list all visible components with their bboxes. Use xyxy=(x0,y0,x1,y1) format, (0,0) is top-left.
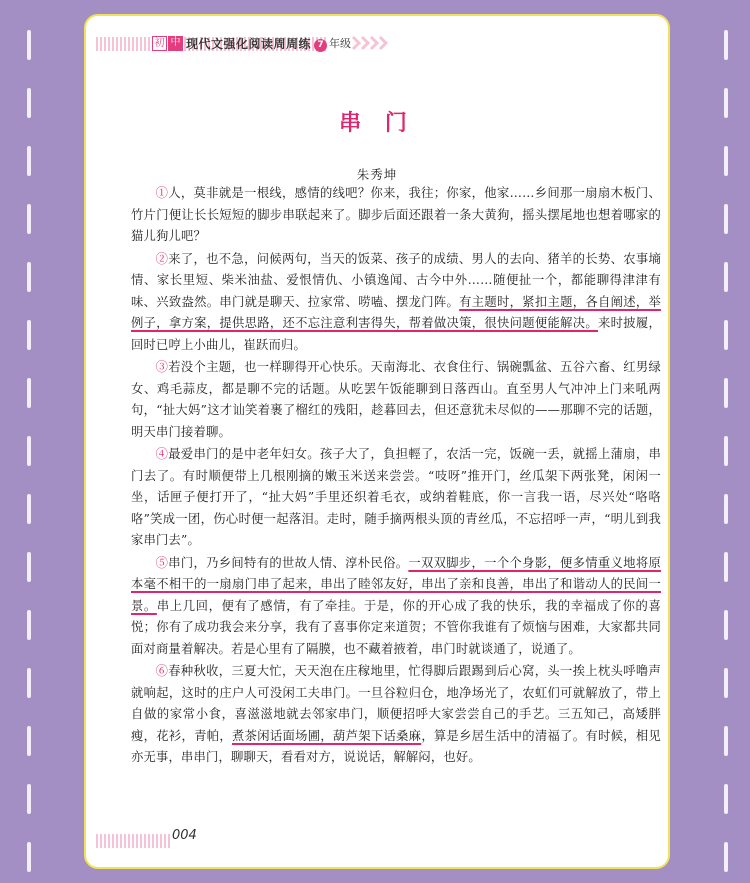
underlined-sentence: 有主题时，紧扣主题，各自阐述，举例子，拿方案，提供思路，还不忘注意利害得失，帮着做决策，很快问题便能解决。 xyxy=(131,294,661,330)
dash-mark xyxy=(724,262,728,292)
dash-mark xyxy=(27,320,31,350)
paragraph-number: ⑥ xyxy=(155,664,169,678)
footer-stripe-decoration xyxy=(96,834,171,848)
dash-mark xyxy=(27,146,31,176)
paragraph-text: 来时披履，回时已哼上小曲儿，崔跃而归。 xyxy=(131,316,661,352)
dash-mark xyxy=(724,30,728,60)
left-dashed-border xyxy=(27,0,32,883)
paragraph xyxy=(131,357,661,443)
level-badge-primary: 初 xyxy=(152,36,167,51)
right-dashed-border xyxy=(724,0,729,883)
paragraph xyxy=(131,661,661,769)
dash-mark xyxy=(27,726,31,756)
page-header xyxy=(96,34,526,54)
paragraph-text: 来了，也不急，问候两句，当天的饭菜、孩子的成绩、男人的去向、猪羊的长势、农事墒情、家长里短、柴米油盐、爱恨情仇、小镇逸闻、古今中外……随便扯一个，都能聊得津津有味、兴致盎然。串门就是聊天、拉家常、唠嗑、摆龙门阵。 xyxy=(131,251,661,309)
page-number: 004 xyxy=(172,828,197,843)
paragraph xyxy=(131,444,661,552)
dash-mark xyxy=(724,610,728,640)
dash-mark xyxy=(724,784,728,814)
dash-mark xyxy=(27,88,31,118)
dash-mark xyxy=(724,842,728,872)
paragraph xyxy=(131,183,661,248)
dash-mark xyxy=(724,552,728,582)
paragraph-text: 串门，乃乡间特有的世故人情、淳朴民俗。 xyxy=(168,555,409,570)
paragraph xyxy=(131,553,661,661)
paragraph xyxy=(131,249,661,357)
paragraph-number: ① xyxy=(155,186,169,200)
paragraph-text: 若没个主题，也一样聊得开心快乐。天南海北、衣食住行、锅碗瓢盆、五谷六畜、红男绿女、鸡毛蒜皮，都是聊不完的话题。从吃罢午饭能聊到日落西山。直至男人气冲冲上门来吼两句，“扯大妈”这才讪笑着裹了榴红的残阳，趁暮回去，但还意犹未尽似的——那聊不完的话题，明天串门接着聊。 xyxy=(131,360,661,439)
dash-mark xyxy=(724,668,728,698)
dash-mark xyxy=(27,552,31,582)
dash-mark xyxy=(724,204,728,234)
grade-number: 7 xyxy=(314,39,327,52)
article-body xyxy=(131,183,661,770)
dash-mark xyxy=(724,378,728,408)
paragraph-number: ⑤ xyxy=(155,555,169,570)
dash-mark xyxy=(27,436,31,466)
paragraph-number: ② xyxy=(155,251,169,266)
grade-label xyxy=(314,35,351,52)
paragraph-text: 人，莫非就是一根线，感情的线吧？你来，我往；你家，他家……乡间那一扇扇木板门、竹片门便让长长短短的脚步串联起来了。脚步后面还跟着一条大黄狗，摇头摆尾地也想着哪家的猫儿狗儿吧？ xyxy=(131,186,662,243)
paragraph-text: 最爱串门的是中老年妇女。孩子大了，負担輕了，农活一完，饭碗一丢，就摇上蒲扇，串门去了。有时顺便带上几根刚摘的嫩玉米送来尝尝。“吱呀”推开门，丝瓜架下两张凳，闲闲一坐，话匣子便打开了，“扯大妈”手里还织着毛衣，或纳着鞋底，你一言我一语，尽兴处“咯咯咯”笑成一团，伤心时便一起落泪。走时，随手摘两根头顶的青丝瓜，不忘招呼一声，“明儿到我家串门去”。 xyxy=(131,447,661,547)
dash-mark xyxy=(724,320,728,350)
underlined-sentence: 煮茶闲话面场圃，葫芦架下话桑麻 xyxy=(231,728,422,743)
dash-mark xyxy=(724,436,728,466)
dash-mark xyxy=(27,784,31,814)
paragraph-text: 春种秋收，三夏大忙，天天泡在庄稼地里，忙得脚后跟踢到后心窝，头一挨上枕头呼噜声就响起，这时的庄户人可没闲工夫串门。一旦谷粒归仓，地净场光了，农虹们可就解放了，带上自做的家常小食，喜滋滋地就去邻家串门，顺便招呼大家尝尝自己的手艺。三五知己，高矮胖瘦，花衫，青帕， xyxy=(131,664,661,743)
paragraph-text: ，算是乡居生活中的清福了。有时候，相见亦无事，串串门，聊聊天，看看对方，说说话，解解闷，也好。 xyxy=(131,728,661,764)
dash-mark xyxy=(27,494,31,524)
article-author: 朱秀坤 xyxy=(356,167,398,182)
dash-mark xyxy=(27,610,31,640)
dash-mark xyxy=(27,842,31,872)
grade-text: 年级 xyxy=(329,37,351,50)
paragraph-text: 串上几回，便有了感情，有了牵挂。于是，你的开心成了我的快乐，我的幸福成了你的喜悦；你有了成功我会来分享，我有了喜事你定来道贺；不管你我谁有了烦恼与困难，大家都共同面对商量着解决。若是心里有了隔膜，也不藏着掖着，串门时就谈通了，说通了。 xyxy=(131,598,661,656)
dash-mark xyxy=(27,204,31,234)
dash-mark xyxy=(27,262,31,292)
book-page xyxy=(84,14,670,869)
level-badge-secondary: 中 xyxy=(168,36,183,51)
chevron-decoration-icon xyxy=(351,34,391,52)
series-title: 现代文强化阅读周周练 xyxy=(186,37,312,51)
dash-mark xyxy=(724,88,728,118)
dash-mark xyxy=(724,726,728,756)
dash-mark xyxy=(724,146,728,176)
underlined-sentence: 一双双脚步，一个个身影，便多情重义地将原本毫不相干的一扇扇门串了起来，串出了睦邻友好，串出了亲和良善，串出了和谐动人的民间一景。 xyxy=(131,555,661,613)
dash-mark xyxy=(27,378,31,408)
paragraph-number: ③ xyxy=(155,360,169,374)
article-title: 串 门 xyxy=(339,110,415,136)
paragraph-number: ④ xyxy=(155,447,169,461)
dash-mark xyxy=(724,494,728,524)
dash-mark xyxy=(27,668,31,698)
dash-mark xyxy=(27,30,31,60)
